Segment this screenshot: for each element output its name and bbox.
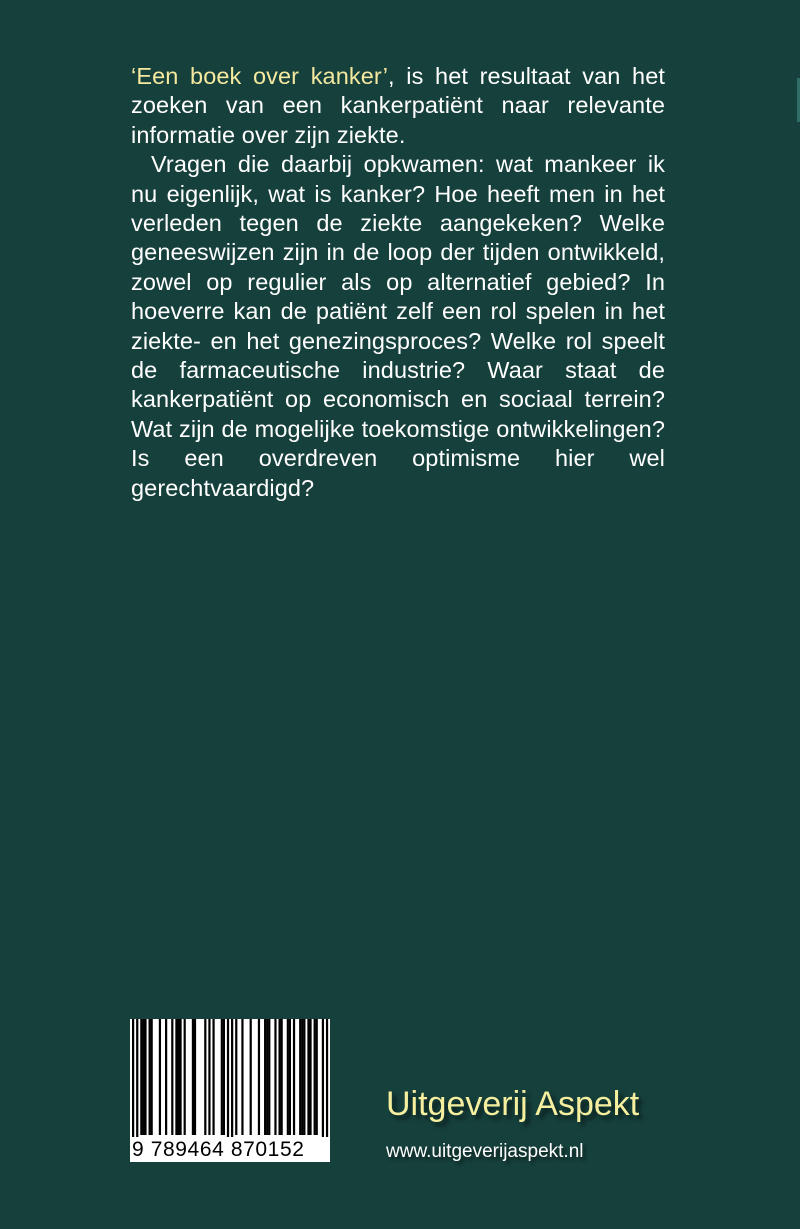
back-cover-blurb xyxy=(131,62,665,503)
barcode-bar xyxy=(316,1019,318,1135)
book-title-quote: ‘Een boek over kanker’ xyxy=(131,63,389,89)
isbn-number: 9 789464 870152 xyxy=(132,1138,305,1161)
barcode-bar xyxy=(144,1019,146,1135)
intro-text: , is het resultaat van het zoeken van een kankerpatiënt naar relevante informatie over zijn ziekte. xyxy=(131,63,666,148)
barcode-bar xyxy=(171,1019,173,1135)
blurb-intro-paragraph xyxy=(131,62,665,150)
barcode-bar xyxy=(140,1019,142,1135)
barcode-bar xyxy=(258,1019,260,1135)
barcode-bar xyxy=(227,1019,229,1137)
barcode-bar xyxy=(266,1019,268,1135)
barcode-bar xyxy=(241,1019,243,1135)
barcode-bar xyxy=(159,1019,161,1135)
barcode-bar xyxy=(132,1019,134,1137)
barcode-bar xyxy=(289,1019,291,1135)
barcode-bar xyxy=(268,1019,270,1135)
barcode-bar xyxy=(208,1019,210,1135)
barcode-bar xyxy=(136,1019,138,1137)
barcode-bar xyxy=(184,1019,186,1135)
barcode-bar xyxy=(322,1019,324,1137)
barcode-bar xyxy=(192,1019,194,1135)
barcode-bar xyxy=(274,1019,276,1135)
publisher-name: Uitgeverij Aspekt xyxy=(386,1085,640,1123)
publisher-website: www.uitgeverijaspekt.nl xyxy=(386,1141,584,1162)
barcode-bar xyxy=(204,1019,206,1135)
barcode-bar xyxy=(175,1019,177,1135)
barcode-bar xyxy=(165,1019,167,1135)
barcode-bars-icon xyxy=(130,1019,330,1137)
barcode-bar xyxy=(179,1019,181,1135)
barcode-bar xyxy=(142,1019,144,1135)
isbn-barcode xyxy=(130,1019,330,1162)
barcode-bar xyxy=(299,1019,301,1135)
barcode-bar xyxy=(212,1019,214,1135)
barcode-bar xyxy=(307,1019,309,1135)
barcode-bar xyxy=(235,1019,237,1135)
barcode-bar xyxy=(223,1019,225,1135)
barcode-bar xyxy=(231,1019,233,1137)
barcode-bar xyxy=(278,1019,280,1135)
barcode-bar xyxy=(149,1019,151,1135)
barcode-bar xyxy=(303,1019,305,1135)
barcode-bar xyxy=(309,1019,311,1135)
barcode-bar xyxy=(194,1019,196,1135)
barcode-bar xyxy=(221,1019,223,1135)
barcode-bar xyxy=(287,1019,289,1135)
barcode-bar xyxy=(293,1019,295,1135)
barcode-bar xyxy=(264,1019,266,1135)
blurb-questions-paragraph: Vragen die daarbij opkwamen: wat mankeer ik nu eigenlijk, wat is kanker? Hoe heeft men in het verleden tegen de ziekte aangekeken? Welke geneeswijzen zijn in de loop der tijden ontwikkeld, zowel op regulier als op alternatief gebied? In hoeverre kan de patiënt zelf een rol spelen in het ziekte- en het genezingsproces? Welke rol speelt de farmaceutische industrie? Waar staat de kankerpatiënt op economisch en sociaal terrein? Wat zijn de mogelijke toekomstige ontwikkelingen? Is een overdreven optimisme hier wel gerechtvaardigd? xyxy=(131,151,665,501)
barcode-bar xyxy=(177,1019,179,1135)
barcode-bar xyxy=(281,1019,283,1135)
barcode-bar xyxy=(326,1019,328,1137)
barcode-bar xyxy=(301,1019,303,1135)
barcode-bar xyxy=(151,1019,153,1135)
barcode-bar xyxy=(314,1019,316,1135)
barcode-bar xyxy=(250,1019,252,1135)
